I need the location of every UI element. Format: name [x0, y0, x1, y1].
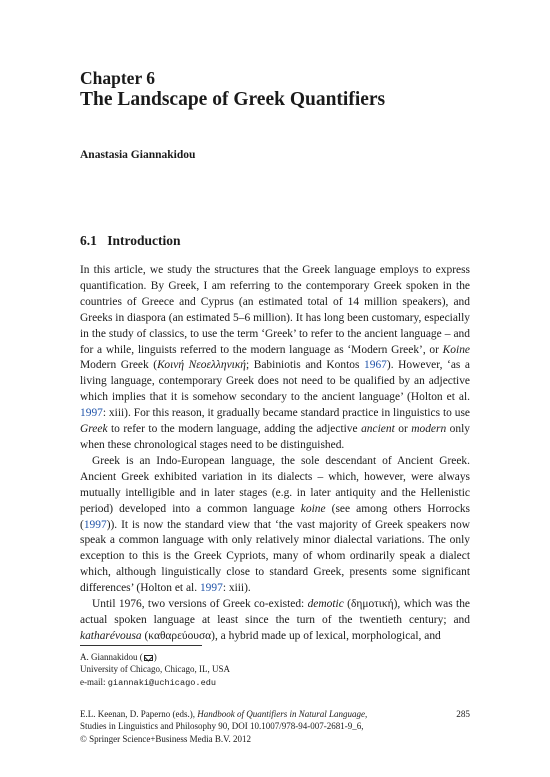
italic-term: Greek [80, 423, 108, 436]
body-paragraph [80, 263, 470, 454]
footnote-author: A. Giannakidou ( [80, 652, 143, 662]
envelope-icon [144, 655, 153, 661]
text-run: (καθαρεύουσα), a hybrid made up of lexical, morphological, and [141, 629, 441, 642]
citation-link[interactable]: 1997 [199, 582, 223, 595]
text-run: only when these chronological stages need to be distinguished. [80, 423, 470, 451]
biblio-editors: E.L. Keenan, D. Paperno (eds.), [80, 709, 198, 719]
author-footnote [80, 651, 470, 689]
biblio-line-3: © Springer Science+Business Media B.V. 2012 [80, 733, 251, 744]
biblio-comma: , [364, 709, 368, 719]
text-run: Greek is an Indo-European language, the sole descendant of Ancient Greek. Ancient Greek exhibited variation in its dialects – which, however, were always mutually intelligible and in later stages (e.g. in later antiquity and the Hellenistic period) developed into a common language [80, 454, 470, 515]
italic-term: koine [300, 502, 326, 515]
page-number: 285 [456, 709, 470, 719]
footnote-affiliation: University of Chicago, Chicago, IL, USA [80, 664, 230, 675]
footnote-email-line [80, 676, 470, 689]
text-run: In this article, we study the structures that the Greek language employs to express quantification. By Greek, I am referring to the contemporary Greek spoken in the countries of Greece and Cyprus (an estimated total of 14 million speakers), and Greeks in diaspora (an estimated 5–6 million). It has long been customary, especially in the study of classics, to use the term ‘Greek’ to refer to the ancient language – and for a while, linguists referred to the modern language as ‘Modern Greek’, or [80, 264, 470, 356]
text-run: (see among others Horrocks ( [80, 502, 470, 531]
footnote-rule [80, 645, 202, 646]
text-run: )). It is now the standard view that ‘the vast majority of Greek speakers now speak a common language with only relatively minor dialectal variations. The only exception to this is the Greek Cypriots, many of whom ordinarily speak a dialect which, although linguistically close to standard Greek, presents some significant differences’ (Holton et al. [80, 518, 470, 595]
section-title: Introduction [107, 233, 181, 248]
footnote-email-prefix: e-mail: [80, 676, 108, 687]
text-run: : xiii). For this reason, it gradually became standard practice in linguistics to use [102, 407, 470, 420]
citation-link[interactable]: 1967 [364, 359, 387, 372]
text-run: or [394, 423, 412, 436]
citation-link[interactable]: 1997 [80, 407, 103, 420]
italic-term: demotic [307, 598, 344, 611]
bibliographic-info [80, 708, 470, 745]
footnote-email[interactable]: giannaki@uchicago.edu [107, 677, 217, 688]
biblio-line-2: Studies in Linguistics and Philosophy 90, DOI 10.1007/978-94-007-2681-9_6, [80, 721, 364, 732]
chapter-label: Chapter 6 [80, 68, 156, 88]
body-paragraph [80, 454, 470, 597]
section-heading [80, 232, 181, 249]
body-text [80, 263, 470, 645]
text-run: Modern Greek ( [80, 359, 158, 372]
italic-term: Koine [442, 343, 470, 356]
italic-term: Κοινή Νεοελληνική [157, 359, 246, 372]
text-run: (δημοτική), which was the actual spoken language at least since the turn of the twentieth century; and [80, 598, 470, 626]
text-run: Until 1976, two versions of Greek co-existed: [92, 598, 308, 611]
footnote-author-close: ) [153, 652, 157, 662]
text-run: ). However, ‘as a living language, contemporary Greek does not need to be qualified by an adjective which implies that it is somehow secondary to the ancient language’ (Holton et al. [80, 359, 470, 404]
chapter-title: The Landscape of Greek Quantifiers [80, 89, 386, 110]
italic-term: modern [411, 423, 447, 436]
text-run: : xiii). [222, 582, 251, 595]
biblio-book-title: Handbook of Quantifiers in Natural Language [197, 709, 365, 719]
italic-term: katharévousa [80, 629, 142, 642]
section-number: 6.1 [80, 233, 97, 248]
citation-link[interactable]: 1997 [83, 518, 107, 531]
body-paragraph [80, 597, 470, 645]
chapter-author: Anastasia Giannakidou [80, 149, 196, 161]
italic-term: ancient [361, 423, 395, 436]
text-run: to refer to the modern language, adding the adjective [107, 423, 362, 436]
biblio-line-1 [80, 708, 470, 720]
footnote-author-line [80, 651, 470, 663]
text-run: ; Babiniotis and Kontos [245, 359, 365, 372]
